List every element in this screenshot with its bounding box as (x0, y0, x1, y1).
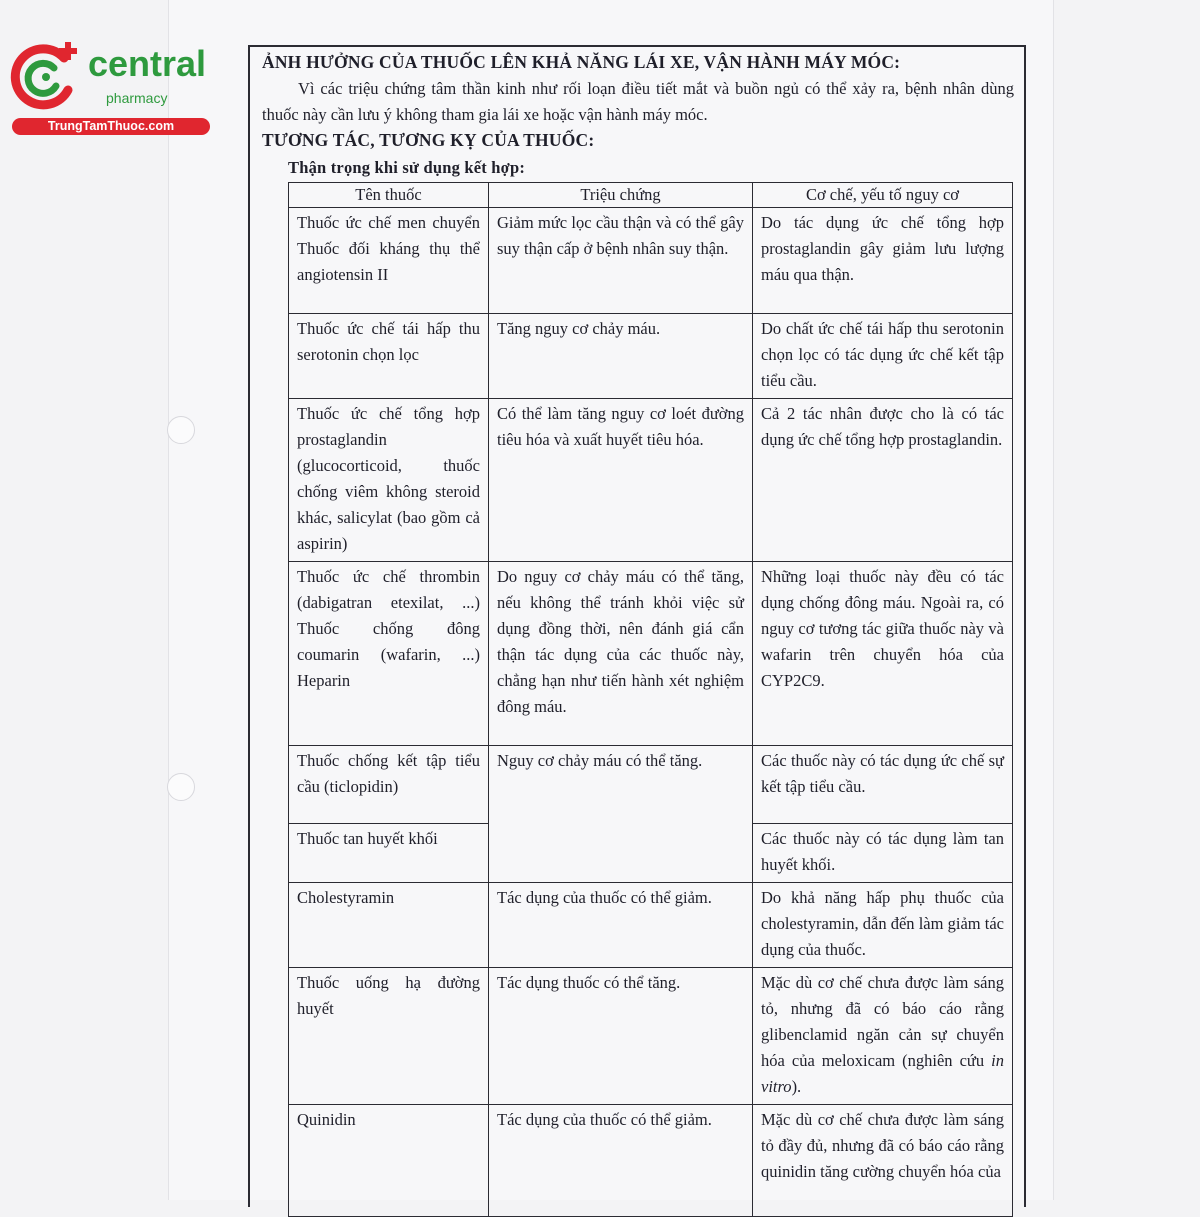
logo-mark-icon (8, 38, 98, 118)
symptom-cell: Tác dụng thuốc có thể tăng. (489, 968, 753, 1105)
symptom-cell: Tác dụng của thuốc có thể giảm. (489, 1105, 753, 1217)
mechanism-cell: Do chất ức chế tái hấp thu serotonin chọn lọc có tác dụng ức chế kết tập tiểu cầu. (753, 314, 1013, 399)
section-heading-interactions: TƯƠNG TÁC, TƯƠNG KỴ CỦA THUỐC: (262, 130, 595, 150)
table-row (289, 968, 1013, 1105)
mechanism-cell: Do khả năng hấp phụ thuốc của cholestyramin, dẫn đến làm giảm tác dụng của thuốc. (753, 883, 1013, 968)
mechanism-cell: Các thuốc này có tác dụng làm tan huyết khối. (753, 824, 1013, 883)
symptom-cell: Tăng nguy cơ chảy máu. (489, 314, 753, 399)
punch-hole (167, 773, 195, 801)
symptom-cell: Nguy cơ chảy máu có thể tăng. (489, 746, 753, 883)
mechanism-cell: Cả 2 tác nhân được cho là có tác dụng ức chế tổng hợp prostaglandin. (753, 399, 1013, 562)
table-row (289, 746, 1013, 824)
mechanism-cell: Các thuốc này có tác dụng ức chế sự kết tập tiểu cầu. (753, 746, 1013, 824)
brand-subtitle: pharmacy (106, 90, 168, 106)
drug-cell: Thuốc ức chế thrombin (dabigatran etexilat, ...) Thuốc chống đông coumarin (wafarin, ...) Heparin (289, 562, 489, 746)
symptom-cell: Có thể làm tăng nguy cơ loét đường tiêu hóa và xuất huyết tiêu hóa. (489, 399, 753, 562)
mechanism-cell: Mặc dù cơ chế chưa được làm sáng tỏ đầy đủ, nhưng đã có báo cáo rằng quinidin tăng cường chuyển hóa của (753, 1105, 1013, 1217)
brand-website[interactable]: TrungTamThuoc.com (12, 118, 210, 135)
column-header: Tên thuốc (289, 183, 489, 208)
drug-cell: Thuốc tan huyết khối (289, 824, 489, 883)
symptom-cell: Do nguy cơ chảy máu có thể tăng, nếu không thể tránh khỏi việc sử dụng đồng thời, nên đánh giá cẩn thận tác dụng của các thuốc này, chẳng hạn như tiến hành xét nghiệm đông máu. (489, 562, 753, 746)
mechanism-cell: Những loại thuốc này đều có tác dụng chống đông máu. Ngoài ra, có nguy cơ tương tác giữa thuốc này và wafarin trên chuyển hóa của CYP2C9. (753, 562, 1013, 746)
table-row (289, 399, 1013, 562)
table-row (289, 314, 1013, 399)
drug-cell: Thuốc ức chế men chuyển Thuốc đối kháng thụ thể angiotensin II (289, 208, 489, 314)
drug-cell: Thuốc chống kết tập tiểu cầu (ticlopidin) (289, 746, 489, 824)
table-row (289, 562, 1013, 746)
mechanism-text: Mặc dù cơ chế chưa được làm sáng tỏ, nhưng đã có báo cáo rằng glibenclamid ngăn cản sự chuyển hóa của meloxicam (nghiên cứu (761, 973, 1004, 1070)
drug-cell: Thuốc ức chế tổng hợp prostaglandin (glucocorticoid, thuốc chống viêm không steroid khác, salicylat (bao gồm cả aspirin) (289, 399, 489, 562)
drug-cell: Thuốc uống hạ đường huyết (289, 968, 489, 1105)
mechanism-text-end: ). (791, 1077, 802, 1096)
column-header: Cơ chế, yếu tố nguy cơ (753, 183, 1013, 208)
brand-name: central (88, 43, 207, 84)
brand-logo[interactable] (8, 36, 218, 136)
drug-cell: Thuốc ức chế tái hấp thu serotonin chọn lọc (289, 314, 489, 399)
mechanism-cell: Do tác dụng ức chế tổng hợp prostaglandin gây giảm lưu lượng máu qua thận. (753, 208, 1013, 314)
punch-hole (167, 416, 195, 444)
table-row (289, 208, 1013, 314)
section-heading-driving: ẢNH HƯỞNG CỦA THUỐC LÊN KHẢ NĂNG LÁI XE, VẬN HÀNH MÁY MÓC: (262, 52, 901, 72)
symptom-cell: Tác dụng của thuốc có thể giảm. (489, 883, 753, 968)
drug-cell: Quinidin (289, 1105, 489, 1217)
symptom-cell: Giảm mức lọc cầu thận và có thể gây suy thận cấp ở bệnh nhân suy thận. (489, 208, 753, 314)
subheading-caution: Thận trọng khi sử dụng kết hợp: (288, 158, 526, 177)
mechanism-cell (753, 968, 1013, 1105)
drug-cell: Cholestyramin (289, 883, 489, 968)
section-body-driving: Vì các triệu chứng tâm thần kinh như rối loạn điều tiết mắt và buồn ngủ có thể xảy ra, bệnh nhân dùng thuốc này cần lưu ý không tham gia lái xe hoặc vận hành máy móc. (262, 79, 1014, 124)
mechanism-italic: in vitro (761, 1051, 1004, 1096)
table-header-row (289, 183, 1013, 208)
column-header: Triệu chứng (489, 183, 753, 208)
interaction-table (288, 182, 1013, 1217)
table-row (289, 883, 1013, 968)
